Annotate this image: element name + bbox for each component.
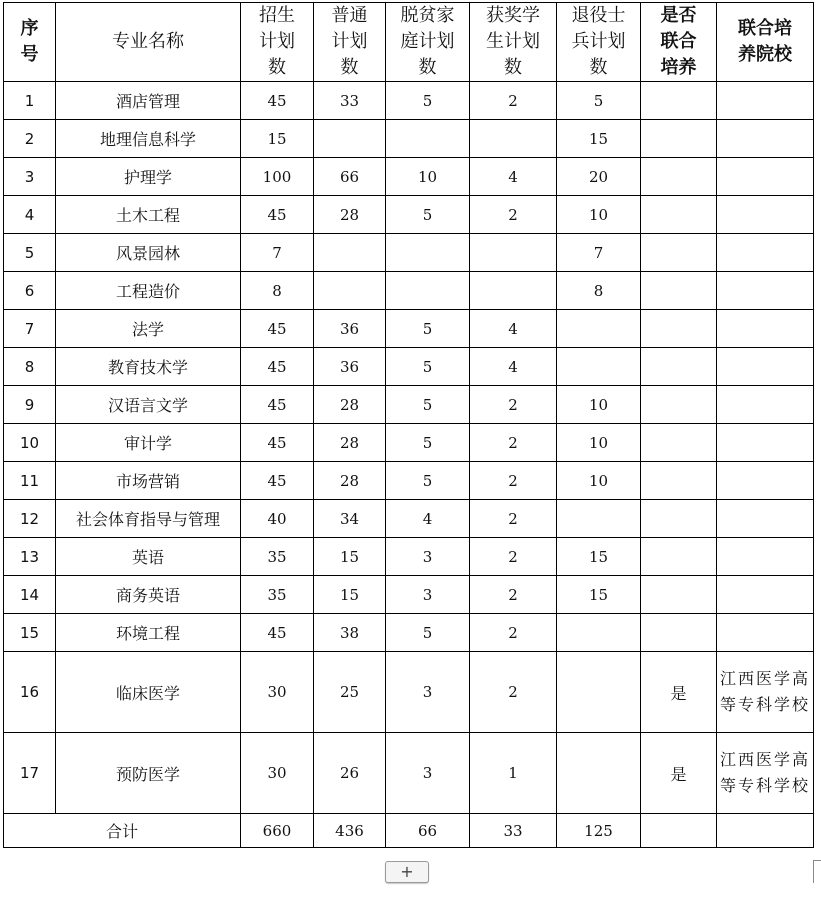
poverty-plan-cell: 3 [386,733,470,814]
poverty-plan-cell: 10 [386,158,470,196]
major-name-cell: 社会体育指导与管理 [56,500,241,538]
normal-plan-cell [314,234,386,272]
joint-training-cell [641,386,717,424]
award-plan-cell: 2 [470,424,557,462]
total-plan-cell: 45 [241,348,314,386]
partner-school-cell [717,310,814,348]
enrollment-plan-table [3,2,814,848]
major-name-cell: 环境工程 [56,614,241,652]
major-name-cell: 审计学 [56,424,241,462]
normal-plan-cell: 26 [314,733,386,814]
partner-school-cell [717,158,814,196]
poverty-plan-cell: 5 [386,82,470,120]
major-name-cell: 英语 [56,538,241,576]
major-name-cell: 护理学 [56,158,241,196]
poverty-plan-cell: 3 [386,576,470,614]
poverty-plan-cell: 5 [386,424,470,462]
table-row [4,614,814,652]
partner-school-cell [717,500,814,538]
row-index-cell: 14 [4,576,56,614]
header-poverty-plan: 脱贫家 庭计划 数 [386,3,470,82]
veteran-plan-cell [557,733,641,814]
total-plan-cell: 100 [241,158,314,196]
normal-plan-cell: 66 [314,158,386,196]
veteran-plan-cell: 10 [557,462,641,500]
normal-plan-cell: 36 [314,348,386,386]
veteran-plan-cell: 15 [557,576,641,614]
partner-school-cell [717,614,814,652]
table-row [4,158,814,196]
veteran-plan-cell [557,614,641,652]
header-veteran-plan: 退役士 兵计划 数 [557,3,641,82]
table-row [4,310,814,348]
row-index-cell: 11 [4,462,56,500]
header-award-plan: 获奖学 生计划 数 [470,3,557,82]
major-name-cell: 临床医学 [56,652,241,733]
poverty-plan-cell [386,120,470,158]
major-name-cell: 市场营销 [56,462,241,500]
veteran-plan-cell: 15 [557,120,641,158]
poverty-plan-cell [386,234,470,272]
poverty-plan-sum: 66 [386,814,470,848]
major-name-cell: 商务英语 [56,576,241,614]
row-index-cell: 16 [4,652,56,733]
joint-training-cell [641,576,717,614]
row-index-cell: 7 [4,310,56,348]
row-index-cell: 9 [4,386,56,424]
partner-school-cell [717,424,814,462]
table-row [4,538,814,576]
partner-school-cell [717,234,814,272]
partner-school-cell [717,348,814,386]
major-name-cell: 汉语言文学 [56,386,241,424]
total-plan-cell: 15 [241,120,314,158]
major-name-cell: 酒店管理 [56,82,241,120]
major-name-cell: 工程造价 [56,272,241,310]
veteran-plan-cell: 10 [557,386,641,424]
joint-training-cell [641,310,717,348]
header-joint-training: 是否 联合 培养 [641,3,717,82]
normal-plan-cell: 15 [314,576,386,614]
major-name-cell: 土木工程 [56,196,241,234]
poverty-plan-cell: 3 [386,538,470,576]
row-index-cell: 17 [4,733,56,814]
veteran-plan-cell: 10 [557,196,641,234]
joint-training-cell [641,234,717,272]
table-row [4,272,814,310]
award-plan-cell: 4 [470,348,557,386]
partner-school-cell [717,272,814,310]
row-index-cell: 1 [4,82,56,120]
normal-plan-cell: 34 [314,500,386,538]
table-row [4,234,814,272]
normal-plan-cell: 28 [314,462,386,500]
award-plan-cell: 4 [470,158,557,196]
joint-training-cell [641,348,717,386]
header-normal-plan: 普通 计划 数 [314,3,386,82]
award-plan-cell: 2 [470,462,557,500]
table-row [4,348,814,386]
total-plan-cell: 45 [241,82,314,120]
veteran-plan-cell [557,348,641,386]
table-row [4,652,814,733]
award-plan-sum: 33 [470,814,557,848]
award-plan-cell: 2 [470,614,557,652]
table-body [4,82,814,814]
partner-school-cell [717,538,814,576]
joint-training-cell [641,500,717,538]
veteran-plan-cell: 15 [557,538,641,576]
joint-training-cell [641,614,717,652]
joint-training-cell [641,462,717,500]
joint-training-cell: 是 [641,733,717,814]
table-resize-handle[interactable] [813,860,821,883]
joint-training-cell [641,272,717,310]
total-plan-cell: 45 [241,462,314,500]
partner-school-cell [717,386,814,424]
veteran-plan-sum: 125 [557,814,641,848]
normal-plan-cell: 25 [314,652,386,733]
award-plan-cell: 2 [470,576,557,614]
table-row [4,733,814,814]
poverty-plan-cell: 5 [386,386,470,424]
award-plan-cell: 2 [470,82,557,120]
row-index-cell: 2 [4,120,56,158]
normal-plan-cell: 28 [314,424,386,462]
partner-school-cell [717,120,814,158]
total-plan-cell: 45 [241,424,314,462]
partner-school-cell [717,576,814,614]
poverty-plan-cell: 3 [386,652,470,733]
table-row [4,576,814,614]
major-name-cell: 风景园林 [56,234,241,272]
partner-school-cell: 江西医学高等专科学校 [717,652,814,733]
poverty-plan-cell: 5 [386,196,470,234]
award-plan-cell: 1 [470,733,557,814]
normal-plan-cell: 36 [314,310,386,348]
poverty-plan-cell: 5 [386,348,470,386]
veteran-plan-cell: 5 [557,82,641,120]
joint-training-cell: 是 [641,652,717,733]
total-plan-cell: 45 [241,614,314,652]
header-partner-school: 联合培 养院校 [717,3,814,82]
row-index-cell: 10 [4,424,56,462]
table-row [4,462,814,500]
total-plan-cell: 8 [241,272,314,310]
veteran-plan-cell: 20 [557,158,641,196]
total-plan-cell: 35 [241,576,314,614]
table-row [4,120,814,158]
veteran-plan-cell: 10 [557,424,641,462]
normal-plan-cell: 15 [314,538,386,576]
partner-school-cell [717,462,814,500]
normal-plan-cell: 38 [314,614,386,652]
veteran-plan-cell [557,652,641,733]
poverty-plan-cell: 5 [386,462,470,500]
veteran-plan-cell [557,500,641,538]
joint-training-cell [641,196,717,234]
major-name-cell: 预防医学 [56,733,241,814]
award-plan-cell: 2 [470,196,557,234]
normal-plan-cell: 33 [314,82,386,120]
total-plan-cell: 45 [241,386,314,424]
row-index-cell: 4 [4,196,56,234]
major-name-cell: 教育技术学 [56,348,241,386]
award-plan-cell: 4 [470,310,557,348]
major-name-cell: 法学 [56,310,241,348]
total-plan-cell: 40 [241,500,314,538]
table-row [4,500,814,538]
award-plan-cell: 2 [470,538,557,576]
poverty-plan-cell: 5 [386,614,470,652]
table-row [4,196,814,234]
row-index-cell: 12 [4,500,56,538]
total-plan-cell: 35 [241,538,314,576]
total-label: 合计 [4,814,241,848]
joint-training-cell [641,120,717,158]
joint-training-cell [641,158,717,196]
header-index: 序 号 [4,3,56,82]
total-row [4,814,814,848]
add-row-button[interactable]: + [385,861,429,883]
normal-plan-sum: 436 [314,814,386,848]
veteran-plan-cell [557,310,641,348]
total-plan-cell: 30 [241,652,314,733]
partner-school-cell [717,82,814,120]
header-row [4,3,814,82]
total-plan-sum: 660 [241,814,314,848]
normal-plan-cell: 28 [314,196,386,234]
joint-sum-cell [641,814,717,848]
award-plan-cell [470,234,557,272]
normal-plan-cell: 28 [314,386,386,424]
table-row [4,386,814,424]
total-plan-cell: 30 [241,733,314,814]
table-row [4,424,814,462]
total-plan-cell: 45 [241,310,314,348]
row-index-cell: 3 [4,158,56,196]
major-name-cell: 地理信息科学 [56,120,241,158]
header-total-plan: 招生 计划 数 [241,3,314,82]
row-index-cell: 15 [4,614,56,652]
award-plan-cell: 2 [470,500,557,538]
row-index-cell: 5 [4,234,56,272]
poverty-plan-cell: 4 [386,500,470,538]
partner-school-cell: 江西医学高等专科学校 [717,733,814,814]
normal-plan-cell [314,120,386,158]
table-row [4,82,814,120]
joint-training-cell [641,82,717,120]
award-plan-cell [470,120,557,158]
total-plan-cell: 45 [241,196,314,234]
veteran-plan-cell: 7 [557,234,641,272]
school-sum-cell [717,814,814,848]
partner-school-cell [717,196,814,234]
row-index-cell: 8 [4,348,56,386]
row-index-cell: 13 [4,538,56,576]
row-index-cell: 6 [4,272,56,310]
header-major-name: 专业名称 [56,3,241,82]
poverty-plan-cell [386,272,470,310]
joint-training-cell [641,424,717,462]
total-plan-cell: 7 [241,234,314,272]
normal-plan-cell [314,272,386,310]
award-plan-cell [470,272,557,310]
veteran-plan-cell: 8 [557,272,641,310]
award-plan-cell: 2 [470,652,557,733]
poverty-plan-cell: 5 [386,310,470,348]
joint-training-cell [641,538,717,576]
award-plan-cell: 2 [470,386,557,424]
